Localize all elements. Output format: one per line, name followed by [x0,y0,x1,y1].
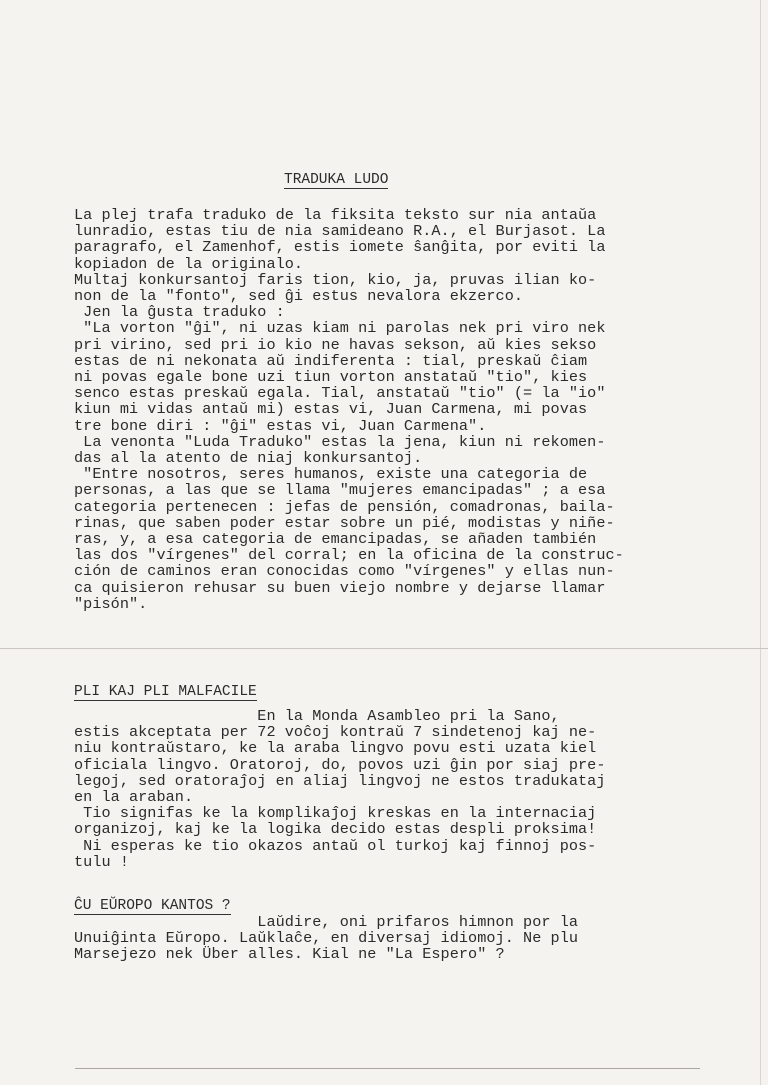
text-line: pri virino, sed pri io kio ne havas sekson, aŭ kies sekso [74,335,597,354]
text-line: tre bone diri : "ĝi" estas vi, Juan Carmena". [74,416,487,435]
heading-pli-kaj-pli-malfacile: PLI KAJ PLI MALFACILE [74,684,257,700]
text-line: Jen la ĝusta traduko : [74,303,285,322]
text-line: "Entre nosotros, seres humanos, existe una categoria de [74,465,588,484]
text-line: La venonta "Luda Traduko" estas la jena, kiun ni rekomen- [74,432,606,451]
text-line: senco estas preskaŭ egala. Tial, anstataŭ "tio" (= la "io" [74,384,606,403]
text-line: non de la "fonto", sed ĝi estus nevalora ekzerco. [74,287,524,305]
heading-cu-europo-kantos: ĈU EŬROPO KANTOS ? [74,898,231,914]
text-line: Multaj konkursantoj faris tion, kio, ja, pruvas ilian ko- [74,270,597,289]
text-line: Laŭdire, oni prifaros himnon por la [74,913,579,931]
page-edge-shadow [760,0,761,1085]
text-line: La plej trafa traduko de la fiksita teksto sur nia antaŭa [74,206,597,224]
text-line: Marsejezo nek Über alles. Kial ne "La Espero" ? [74,945,505,964]
text-line: kiun mi vidas antaŭ mi) estas vi, Juan Carmena, mi povas [74,400,588,419]
text-line: niu kontraŭstaro, ke la araba lingvo povu esti uzata kiel [74,739,597,758]
text-line: Tio signifas ke la komplikaĵoj kreskas en la internaciaj [74,804,597,823]
text-line: paragrafo, el Zamenhof, estis iomete ŝanĝita, por eviti la [74,238,606,257]
text-line: Unuiĝinta Eŭropo. Laŭklaĉe, en diversaj idiomoj. Ne plu [74,929,579,948]
text-line: das al la atento de niaj konkursantoj. [74,449,423,467]
text-line: estis akceptata per 72 voĉoj kontraŭ 7 sindetenoj kaj ne- [74,723,597,742]
text-line: lunradio, estas tiu de nia samideano R.A., el Burjasot. La [74,222,606,241]
text-line: estas de ni nekonata aŭ indiferenta : tial, preskaŭ ĉiam [74,351,588,370]
text-line: En la Monda Asambleo pri la Sano, [74,707,560,725]
text-line: ras, y, a esa categoria de emancipadas, se añaden también [74,530,597,548]
text-line: ni povas egale bone uzi tiun vorton anstataŭ "tio", kies [74,368,588,386]
heading-traduka-ludo: TRADUKA LUDO [284,172,389,188]
bottom-rule [75,1068,700,1069]
text-line: Ni esperas ke tio okazos antaŭ ol turkoj kaj finnoj pos- [74,836,597,855]
text-line: categoria pertenecen : jefas de pensión, comadronas, baila- [74,497,615,516]
text-line: en la araban. [74,788,194,806]
text-line: las dos "vírgenes" del corral; en la oficina de la construc- [74,546,624,565]
text-line: kopiadon de la originalo. [74,254,304,273]
text-line: oficiala lingvo. Oratoroj, do, povos uzi ĝin por siaj pre- [74,755,606,774]
text-line: "pisón". [74,594,148,613]
text-line: "La vorton "ĝi", ni uzas kiam ni parolas nek pri viro nek [74,319,606,338]
text-line: tulu ! [74,852,129,871]
text-line: legoj, sed oratoraĵoj en aliaj lingvoj ne estos tradukataj [74,771,606,790]
section-divider [0,648,768,649]
text-line: rinas, que saben poder estar sobre un pié, modistas y niñe- [74,513,615,532]
text-line: ción de caminos eran conocidas como "vírgenes" y ellas nun- [74,562,615,581]
text-line: personas, a las que se llama "mujeres emancipadas" ; a esa [74,481,606,500]
text-line: organizoj, kaj ke la logika decido estas despli proksima! [74,820,597,839]
text-line: ca quisieron rehusar su buen viejo nombre y dejarse llamar [74,578,606,597]
